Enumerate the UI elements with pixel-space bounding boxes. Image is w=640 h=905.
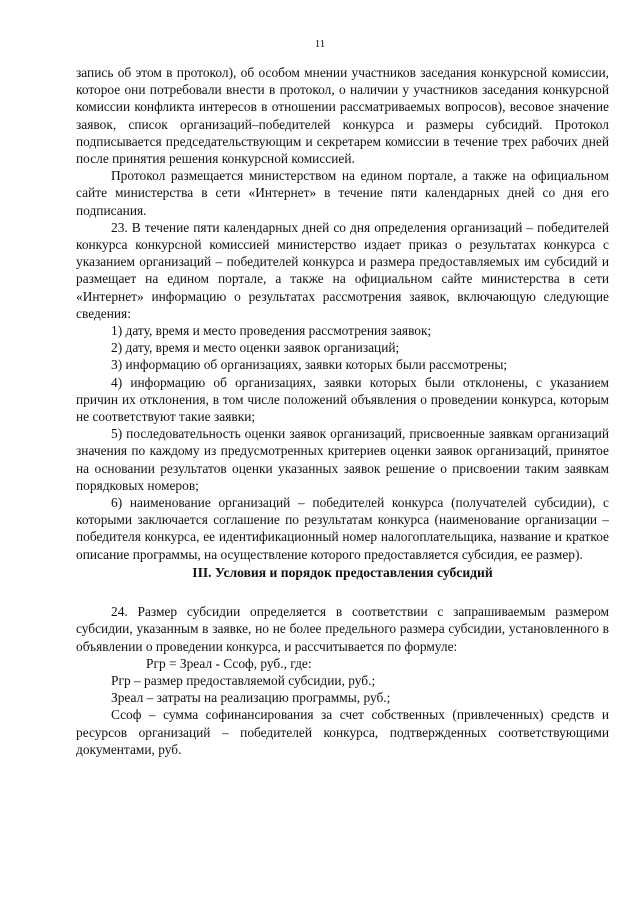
- list-item-3: 3) информацию об организациях, заявки которых были рассмотрены;: [111, 357, 508, 373]
- definition-zreal: Зреал – затраты на реализацию программы, руб.;: [111, 690, 391, 706]
- paragraph-protocol-publication: Протокол размещается министерством на едином портале, а также на официальном сайте министерства в сети «Интернет» в течение пяти календарных дней со дня его подписания.: [76, 168, 609, 218]
- paragraph-clause-24: 24. Размер субсидии определяется в соответствии с запрашиваемым размером субсидии, указанным в заявке, но не более предельного размера субсидии, установленного в объявлении о проведении конкурса, и рассчитывается по формуле:: [76, 604, 609, 654]
- list-item-4: 4) информацию об организациях, заявки которых были отклонены, с указанием причин их отклонения, в том числе положений объявления о проведении конкурса, которым не соответствуют такие заявки;: [76, 374, 609, 425]
- document-body: [76, 64, 609, 758]
- definition-ssof: Ссоф – сумма софинансирования за счет собственных (привлеченных) средств и ресурсов организаций – победителей конкурса, подтвержденных соответствующими документами, руб.: [76, 707, 609, 757]
- paragraph-clause-23: 23. В течение пяти календарных дней со дня определения организаций – победителей конкурса конкурсной комиссией министерство издает приказ о результатах конкурса с указанием организаций – победителей конкурса и размера предоставляемых им субсидий и размещает на едином портале, а также на официальном сайте министерства в сети «Интернет» информацию о результатах рассмотрения заявок, включающую следующие сведения:: [76, 219, 609, 321]
- section-heading: III. Условия и порядок предоставления субсидий: [192, 564, 493, 580]
- list-item-5: 5) последовательность оценки заявок организаций, присвоенные заявкам организаций значения по каждому из предусмотренных критериев оценки заявок организаций, принятое на основании результатов оценки указанных заявок решение о присвоении таким заявкам порядковых номеров;: [76, 426, 609, 493]
- paragraph-protocol-contents: запись об этом в протокол), об особом мнении участников заседания конкурсной комиссии, которое они потребовали внести в протокол, о наличии у участников заседания конкурсной комиссии конфликта интересов в отношении рассматриваемых вопросов), весовое значение заявок, список организаций–победителей конкурса и размеры субсидий. Протокол подписывается председательствующим и секретарем комиссии в течение трех рабочих дней после принятия решения конкурсной комиссией.: [76, 65, 609, 167]
- formula: Ргр = Зреал - Ссоф, руб., где:: [146, 655, 312, 671]
- list-item-1: 1) дату, время и место проведения рассмотрения заявок;: [111, 323, 432, 339]
- list-item-2: 2) дату, время и место оценки заявок организаций;: [111, 340, 400, 356]
- page-number: 11: [314, 38, 326, 50]
- definition-rgr: Ргр – размер предоставляемой субсидии, руб.;: [111, 672, 376, 688]
- list-item-6: 6) наименование организаций – победителей конкурса (получателей субсидии), с которыми заключается соглашение по результатам конкурса (наименование организации – победителя конкурса, ее идентификационный номер налогоплательщика, название и краткое описание программы, на осуществление которого предоставляется субсидия, ее размер).: [76, 495, 609, 562]
